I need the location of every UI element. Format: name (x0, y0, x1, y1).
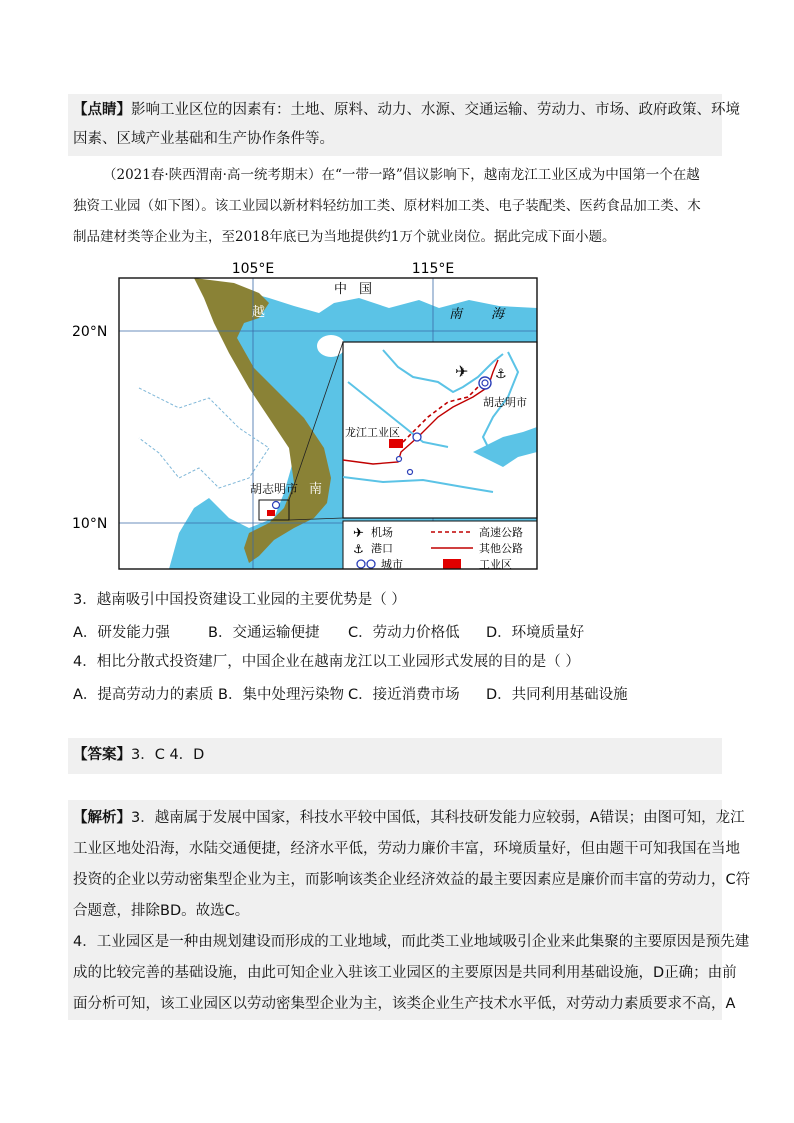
main-industrial-marker (267, 510, 275, 516)
lon-label-115: 115°E (411, 261, 455, 277)
answer-tag: 【答案】 (73, 747, 131, 763)
q4-stem: 4．相比分散式投资建厂，中国企业在越南龙江以工业园形式发展的目的是（ ） (73, 654, 580, 670)
inset-port-icon: ⚓ (495, 367, 507, 382)
inset-city-label: 胡志明市 (483, 396, 527, 409)
intro-line-3: 制品建材类等企业为主，至2018年底已为当地提供约1万个就业岗位。据此完成下面小题。 (73, 229, 616, 245)
legend-city-label: 城市 (381, 558, 403, 571)
q3-option-b[interactable]: B．交通运输便捷 (208, 625, 320, 641)
inset-industrial-zone (389, 439, 403, 448)
inset-industrial-label: 龙江工业区 (345, 426, 400, 439)
country-label-guo: 国 (359, 282, 373, 297)
legend-city-icon (357, 560, 365, 568)
country-label-zhong: 中 (334, 282, 348, 297)
inset-airport-icon: ✈ (455, 362, 469, 381)
inset-city-2 (413, 433, 421, 441)
legend-city-icon-2 (367, 560, 375, 568)
q3-option-c[interactable]: C．劳动力价格低 (348, 625, 460, 641)
country-label-nan: 南 (309, 482, 323, 497)
q3-stem: 3．越南吸引中国投资建设工业园的主要优势是（ ） (73, 592, 406, 608)
q4-option-a[interactable]: A．提高劳动力的素质 (73, 687, 214, 703)
q3-option-a[interactable]: A．研发能力强 (73, 625, 170, 641)
legend-airport-icon: ✈ (353, 526, 364, 541)
q4-option-b[interactable]: B．集中处理污染物 (218, 687, 344, 703)
intro-line-2: 独资工业园（如下图）。该工业园以新材料轻纺加工类、原材料加工类、电子装配类、医药食品加工类、木 (73, 198, 701, 214)
analysis-line-1: 【解析】3．越南属于发展中国家，科技水平较中国低，其科技研发能力应较弱，A错误；由图可知，龙江 (73, 810, 745, 826)
analysis-line-5: 4．工业园区是一种由规划建设而形成的工业地域，而此类工业地域吸引企业来此集聚的主要原因是预先建 (73, 934, 750, 950)
answer-text: 3．C 4．D (131, 747, 205, 763)
answer-line (73, 745, 723, 765)
map-figure (68, 255, 548, 575)
inset-city-hcm-inner (482, 380, 488, 386)
analysis-line-3: 投资的企业以劳动密集型企业为主，而影响该类企业经济效益的最主要因素应是廉价而丰富的劳动力，C符 (73, 872, 751, 888)
lat-label-20: 20°N (72, 324, 108, 340)
legend-port-icon: ⚓ (353, 542, 364, 556)
analysis-line-6: 成的比较完善的基础设施，由此可知企业入驻该工业园区的主要原因是共同利用基础设施，D正确；由前 (73, 965, 737, 981)
hint-line-1: 【点睛】影响工业区位的因素有：土地、原料、动力、水源、交通运输、劳动力、市场、政府政策、环境 (73, 102, 740, 118)
main-city-label: 胡志明市 (250, 482, 299, 496)
legend-expressway-label: 高速公路 (479, 526, 523, 539)
legend-port-label: 港口 (371, 542, 393, 555)
analysis-tag: 【解析】 (73, 810, 131, 826)
analysis-line-4: 合题意，排除BD。故选C。 (73, 903, 250, 919)
legend-industrial-icon (443, 559, 461, 569)
sea-label-nan: 南 (449, 307, 463, 322)
hint-line-2: 因素、区域产业基础和生产协作条件等。 (73, 131, 334, 147)
q4-option-c[interactable]: C．接近消费市场 (348, 687, 460, 703)
map-legend (343, 521, 537, 571)
legend-airport-label: 机场 (371, 526, 393, 539)
sea-label-hai: 海 (491, 307, 505, 322)
analysis-line-2: 工业区地处沿海，水陆交通便捷，经济水平低，劳动力廉价丰富，环境质量好，但由题干可知我国在当地 (73, 841, 740, 857)
lon-label-105: 105°E (231, 261, 275, 277)
inset-city-3 (397, 457, 402, 462)
intro-line-1: （2021春·陕西渭南·高一统考期末）在“一带一路”倡议影响下，越南龙江工业区成为中国第一个在越 (103, 167, 700, 183)
inset-map (343, 342, 537, 518)
legend-other-road-label: 其他公路 (479, 542, 523, 555)
hint-tag: 【点睛】 (73, 102, 131, 118)
hainan-island (317, 335, 345, 357)
lat-label-10: 10°N (72, 516, 108, 532)
legend-industrial-label: 工业区 (479, 558, 512, 571)
country-label-yue: 越 (252, 305, 266, 320)
analysis-line-7: 面分析可知，该工业园区以劳动密集型企业为主，该类企业生产技术水平低，对劳动力素质要求不高，A (73, 996, 736, 1012)
q3-option-d[interactable]: D．环境质量好 (486, 625, 585, 641)
q4-option-d[interactable]: D．共同利用基础设施 (486, 687, 628, 703)
inset-city-4 (408, 470, 413, 475)
main-city-marker (273, 502, 280, 509)
